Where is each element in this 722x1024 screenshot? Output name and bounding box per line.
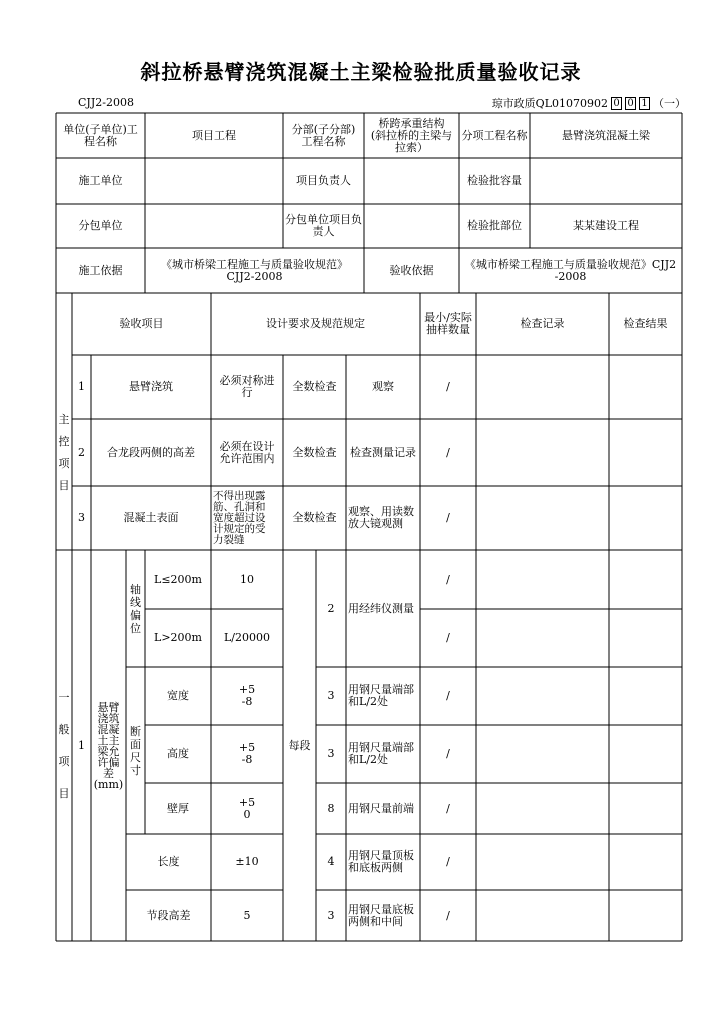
- basis-value: 《城市桥梁工程施工与质量验收规范》 CJJ2-2008: [161, 257, 348, 283]
- general-row-value: L/20000: [223, 631, 270, 644]
- main-control-char: 项: [58, 456, 70, 470]
- main-row-req: 必须在设计 允许范围内: [219, 439, 275, 465]
- general-label: [56, 550, 72, 941]
- general-row-method: 用钢尺量端部 和L/2处: [348, 741, 414, 766]
- accept-label: 验收依据: [389, 263, 434, 277]
- item-label: 分项工程名称: [461, 128, 528, 142]
- general-label-char: 目: [58, 786, 70, 800]
- capacity-value[interactable]: [530, 158, 682, 204]
- general-row-name: L≤200m: [154, 572, 202, 586]
- general-group-char: 土主: [97, 733, 120, 747]
- main-control-label: [56, 355, 72, 550]
- general-row-name: 高度: [167, 747, 189, 760]
- main-row-req: 必须对称进 行: [219, 374, 275, 399]
- general-row-method: 用钢尺量顶板 和底板两侧: [348, 849, 414, 874]
- general-row-no: 1: [78, 738, 85, 752]
- general-row-method: 用钢尺量底板 两侧和中间: [348, 902, 414, 928]
- section-size-char: 断: [130, 724, 141, 738]
- main-row-sample: /: [446, 380, 450, 393]
- main-row-req: 不得出现露 筋、孔洞和 宽度超过设 计规定的受 力裂缝: [213, 489, 266, 546]
- section-size-label: [126, 667, 145, 834]
- general-row-count: 3: [327, 689, 335, 702]
- main-row-name: 合龙段两侧的高差: [107, 445, 195, 459]
- general-group-label: [91, 550, 126, 941]
- item-value: 悬臂浇筑混凝土梁: [562, 128, 650, 142]
- general-row-value: 5: [243, 908, 251, 922]
- unit-label: 单位(子单位)工 程名称: [63, 122, 138, 148]
- column-header-sample: 最小/实际 抽样数量: [424, 311, 472, 336]
- main-row-no: 1: [78, 380, 85, 393]
- general-row-sample: /: [446, 908, 450, 922]
- page-title: 斜拉桥悬臂浇筑混凝土主梁检验批质量验收记录: [140, 60, 582, 84]
- general-group-char: 混凝: [97, 722, 120, 736]
- basis-label: 施工依据: [78, 263, 123, 277]
- general-row-count: 4: [327, 855, 335, 868]
- capacity-label: 检验批容量: [467, 174, 522, 187]
- general-label-char: 般: [58, 722, 70, 736]
- general-freq: 每段: [288, 738, 311, 752]
- main-row-sample: /: [446, 445, 450, 459]
- main-row-name: 混凝土表面: [123, 511, 179, 524]
- column-header-record: 检查记录: [520, 317, 565, 330]
- general-row-name: 长度: [157, 855, 180, 868]
- general-row-value: ±10: [235, 855, 259, 868]
- accept-value: 《城市桥梁工程施工与质量验收规范》CJJ2 -2008: [464, 257, 677, 283]
- general-group-char: (mm): [93, 777, 124, 791]
- pm-value[interactable]: [364, 158, 459, 204]
- general-row-sample: /: [446, 572, 450, 586]
- main-row-qty: 全数检查: [292, 511, 337, 524]
- general-group-char: 梁允: [97, 744, 120, 758]
- axis-method: 用经纬仪测量: [348, 601, 414, 615]
- main-row-name: 悬臂浇筑: [129, 380, 173, 393]
- sub-label: 分包单位: [78, 219, 123, 232]
- main-row-no: 3: [78, 511, 85, 524]
- builder-label: 施工单位: [78, 174, 123, 187]
- section-size-char: 寸: [130, 763, 141, 777]
- general-row-name: 宽度: [167, 689, 189, 702]
- general-row-sample: /: [446, 855, 450, 868]
- form-code-box: 0: [611, 97, 622, 110]
- general-label-char: 一: [58, 690, 70, 704]
- column-header-spec: 设计要求及规范规定: [266, 317, 365, 330]
- general-row-value: +5 -8: [238, 683, 256, 708]
- section-size-char: 尺: [130, 750, 141, 764]
- general-group-char: 浇筑: [97, 711, 120, 725]
- form-code-box: 1: [639, 97, 650, 110]
- general-group-char: 差: [103, 766, 114, 780]
- main-control-char: 主: [58, 412, 70, 426]
- form-code-suffix: （一）: [653, 97, 686, 110]
- axis-offset-char: 线: [130, 595, 141, 609]
- standard-code: CJJ2-2008: [78, 96, 134, 109]
- column-header-item: 验收项目: [119, 317, 164, 330]
- main-control-char: 目: [58, 478, 70, 492]
- general-label-char: 项: [58, 754, 70, 768]
- main-row-qty: 全数检查: [292, 380, 337, 393]
- sub-value[interactable]: [145, 204, 283, 248]
- general-row-value: 10: [240, 572, 254, 586]
- main-row-method: 观察、用读数 放大镜观测: [348, 505, 414, 530]
- general-row-count: 8: [327, 801, 335, 815]
- sub-pm-value[interactable]: [364, 204, 459, 248]
- main-control-char: 控: [58, 434, 70, 448]
- part-pos-label: 检验批部位: [467, 219, 522, 232]
- axis-offset-char: 轴: [130, 582, 141, 596]
- axis-offset-char: 位: [130, 621, 141, 635]
- pm-label: 项目负责人: [296, 174, 351, 187]
- builder-value[interactable]: [145, 158, 283, 204]
- form-code-prefix: 琼市政质QL01070902: [491, 97, 608, 110]
- general-row-value: +5 0: [238, 795, 256, 821]
- general-row-method: 用钢尺量前端: [348, 801, 414, 815]
- general-row-sample: /: [446, 747, 450, 760]
- general-row-name: L>200m: [154, 631, 202, 644]
- main-row-sample: /: [446, 511, 450, 524]
- general-row-method: 用钢尺量端部 和L/2处: [348, 683, 414, 708]
- general-row-sample: /: [446, 689, 450, 702]
- general-row-name: 壁厚: [167, 801, 189, 815]
- main-row-method: 观察: [372, 380, 394, 393]
- section-size-char: 面: [130, 737, 141, 751]
- general-group-char: 许偏: [97, 755, 120, 769]
- general-row-count: 3: [327, 908, 335, 922]
- part-label: 分部(子分部) 工程名称: [291, 122, 356, 148]
- part-pos-value: 某某建设工程: [573, 219, 639, 232]
- general-row-value: +5 -8: [238, 741, 256, 766]
- part-value: 桥跨承重结构 (斜拉桥的主梁与 拉索）: [370, 116, 453, 154]
- main-row-qty: 全数检查: [292, 445, 337, 459]
- general-row-count: 3: [327, 747, 335, 760]
- general-group-char: 悬臂: [97, 700, 120, 714]
- column-header-result: 检查结果: [623, 317, 668, 330]
- general-row-name: 节段高差: [146, 908, 191, 922]
- main-row-method: 检查测量记录: [350, 445, 416, 459]
- general-row-sample: /: [446, 801, 450, 815]
- axis-offset-label: [126, 550, 145, 667]
- general-row-sample: /: [446, 631, 450, 644]
- main-row-no: 2: [78, 445, 85, 459]
- unit-value: 项目工程: [192, 128, 236, 142]
- axis-offset-char: 偏: [130, 608, 141, 622]
- form-code-box: 0: [625, 97, 636, 110]
- axis-count: 2: [327, 601, 335, 615]
- sub-pm-label: 分包单位项目负 责人: [285, 213, 362, 238]
